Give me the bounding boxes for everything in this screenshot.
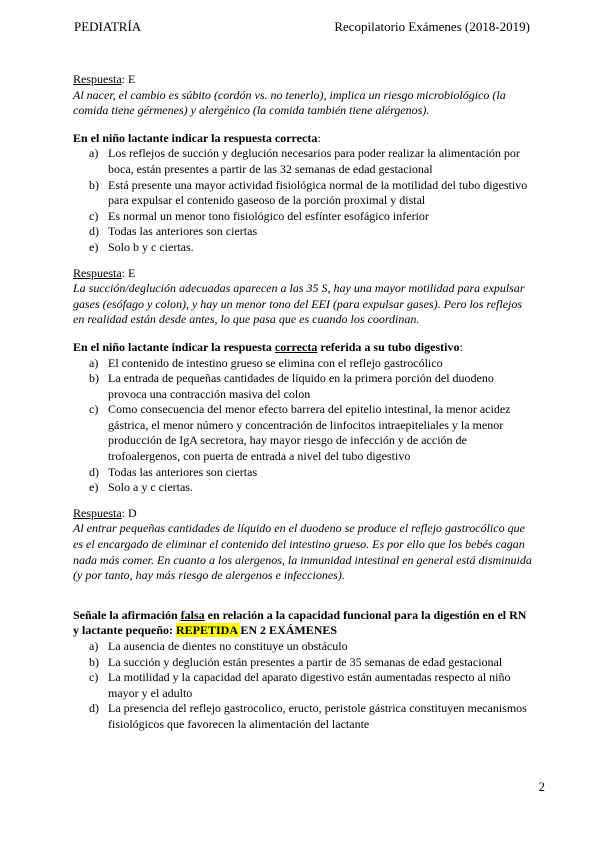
answer-label: Respuesta (73, 505, 122, 520)
question-2: En el niño lactante indicar la respuesta correcta: (73, 130, 321, 145)
answer-line: Respuesta: E (73, 72, 136, 86)
header-title: PEDIATRÍA (74, 19, 142, 34)
header-subtitle: Recopilatorio Exámenes (2018-2019) (334, 19, 530, 34)
option-item: d) Todas las anteriores son ciertas (89, 224, 258, 239)
answer-explanation: Al nacer, el cambio es súbito (cordón vs. no tenerlo), implica un riesgo microbiológico (la comida tiene gérmenes) y alergénico (la comida también tiene alérgenos). (73, 87, 506, 118)
answer-line: Respuesta: E (73, 265, 136, 280)
option-item: c) La motilidad y la capacidad del aparato digestivo están aumentadas respecto al niño mayor y el adulto (89, 670, 511, 700)
question-4-options (73, 639, 533, 733)
option-item: a) Los reflejos de succión y deglución necesarios para poder realizar la alimentación por boca, están presentes a partir de las 32 semanas de edad gestacional (89, 146, 520, 176)
option-item: d) Todas las anteriores son ciertas (89, 464, 258, 479)
answer-explanation: Al entrar pequeñas cantidades de líquido en el duodeno se produce el reflejo gastrocólico que es el encargado de eliminar el contenido del intestino grueso. Es por ello que los bebés cagan nada más comer. En cuanto a los alergenos, la inmunidad intestinal en general está disminuida (y por tanto, hay más riesgo de alergenos e infecciones). (73, 521, 532, 583)
answer-explanation: La succión/deglución adecuadas aparecen a las 35 S, hay una mayor motilidad para expulsar gases (esófago y colon), y hay un menor tono del EEI (para expulsar gases). Pero los reflejos en realidad están desde antes, lo que pasa que es cuando los coordinan. (73, 281, 525, 327)
question-3-options (73, 356, 533, 496)
answer-value: E (128, 72, 136, 86)
question-2-options (73, 146, 533, 255)
option-item: b) Está presente una mayor actividad fisiológica normal de la motilidad del tubo digestivo para expulsar el contenido gaseoso de la porción proximal y distal (89, 177, 528, 208)
answer-value: E (128, 265, 136, 280)
option-item: a) El contenido de intestino grueso se elimina con el reflejo gastrocólico (89, 355, 443, 370)
option-item: e) Solo a y c ciertas. (89, 480, 193, 495)
answer-value: D (128, 505, 137, 520)
option-item: b) La entrada de pequeñas cantidades de líquido en la primera porción del duodeno provoca una contracción masiva del colon (89, 371, 494, 401)
answer-line: Respuesta: D (73, 505, 137, 520)
option-item: a) La ausencia de dientes no constituye un obstáculo (89, 639, 348, 653)
question-4: Señale la afirmación falsa en relación a la capacidad funcional para la digestión en el RN y lactante pequeño: REPETIDA EN 2 EXÁMENES (73, 607, 527, 638)
option-item: b) La succión y deglución están presentes a partir de 35 semanas de edad gestacional (89, 654, 503, 669)
option-item: d) La presencia del reflejo gastrocolico, eructo, peristole gástrica constituyen mecanismos fisiológicos que favorecen la alimentación del lactante (89, 701, 527, 731)
answer-label: Respuesta (73, 72, 122, 86)
page-content (73, 72, 533, 733)
option-item: c) Es normal un menor tono fisiológico del esfínter esofágico inferior (89, 208, 429, 223)
repeated-highlight: REPETIDA (176, 623, 241, 638)
answer-label: Respuesta (73, 265, 122, 280)
question-3: En el niño lactante indicar la respuesta correcta referida a su tubo digestivo: (73, 339, 463, 354)
page-number: 2 (538, 779, 545, 794)
option-item: e) Solo b y c ciertas. (89, 239, 194, 254)
option-item: c) Como consecuencia del menor efecto barrera del epitelio intestinal, la menor acidez gástrica, el menor número y concentración de linfocitos intraepiteliales y la menor producción de IgA secretora, hay mayor riesgo de infección y de acción de trofoalergenos, con puerta de entrada a nivel del tubo digestivo (89, 402, 511, 464)
